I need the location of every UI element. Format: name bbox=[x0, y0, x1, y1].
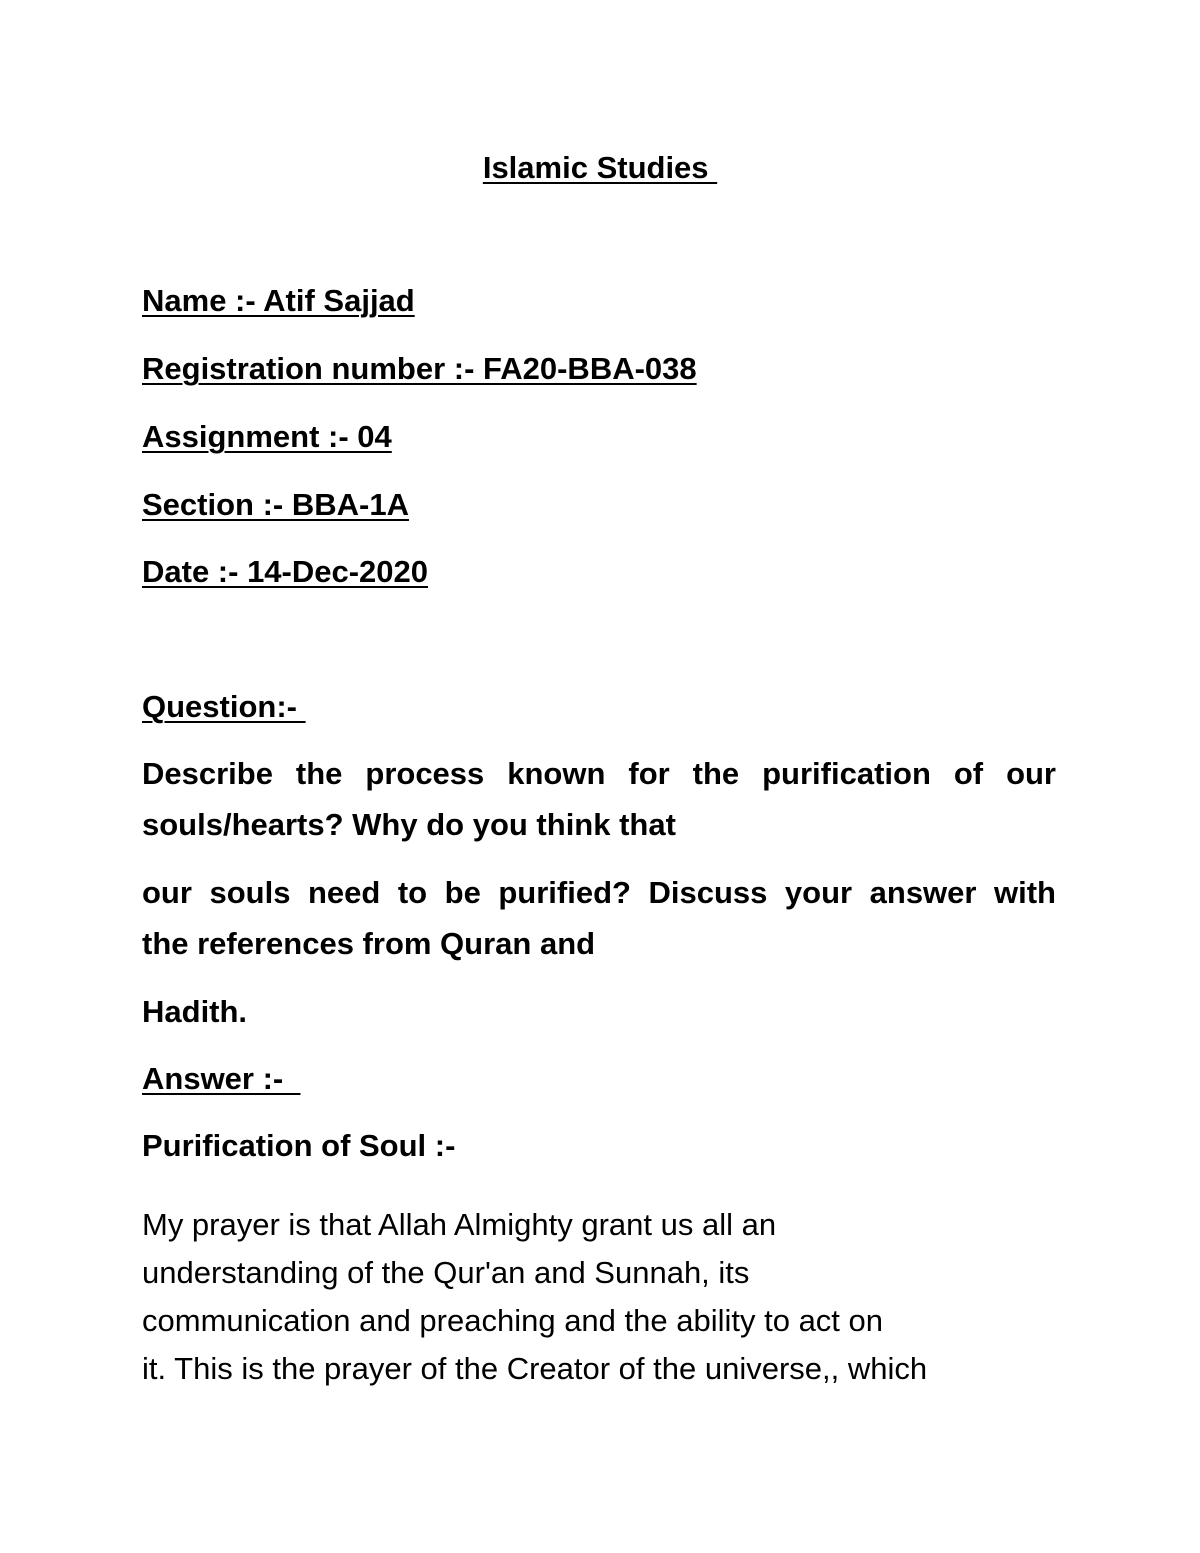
answer-subheading: Purification of Soul :- bbox=[142, 1128, 456, 1163]
document-title-text: Islamic Studies bbox=[482, 150, 718, 185]
paragraph-line-1: My prayer is that Allah Almighty grant us all an bbox=[142, 1207, 777, 1242]
paragraph-line-2: understanding of the Qur'an and Sunnah, its bbox=[142, 1255, 750, 1290]
paragraph-line-3: communication and preaching and the ability to act on bbox=[142, 1303, 884, 1338]
question-line-3: our souls need to be purified? Discuss your answer with bbox=[142, 875, 1056, 910]
question-line-2: souls/hearts? Why do you think that bbox=[142, 807, 676, 842]
submission-date: Date :- 14-Dec-2020 bbox=[142, 554, 429, 589]
assignment-number: Assignment :- 04 bbox=[142, 419, 392, 454]
question-line-4: the references from Quran and bbox=[142, 926, 596, 961]
registration-number: Registration number :- FA20-BBA-038 bbox=[142, 351, 697, 386]
answer-heading: Answer :- bbox=[142, 1061, 301, 1096]
question-line-1: Describe the process known for the purification of our bbox=[142, 756, 1056, 791]
paragraph-line-4: it. This is the prayer of the Creator of the universe,, which bbox=[142, 1351, 928, 1386]
question-heading: Question:- bbox=[142, 689, 306, 724]
section: Section :- BBA-1A bbox=[142, 487, 409, 522]
student-name: Name :- Atif Sajjad bbox=[142, 283, 415, 318]
question-line-5: Hadith. bbox=[142, 994, 248, 1029]
document-title bbox=[0, 148, 1200, 188]
